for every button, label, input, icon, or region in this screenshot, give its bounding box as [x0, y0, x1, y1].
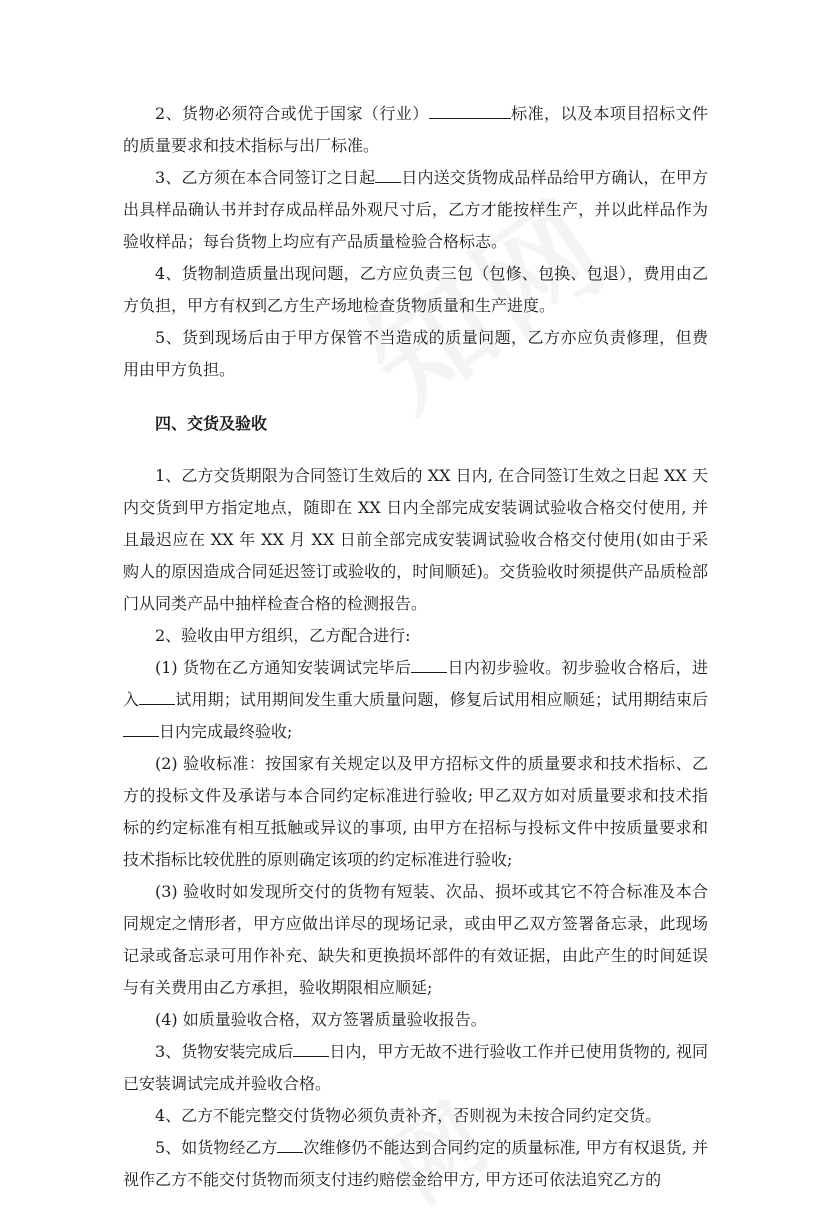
blank-field: [411, 654, 447, 673]
delivery-item-3: 3、货物安装完成后 日内，甲方无故不进行验收工作并已使用货物的, 视同已安装调试完成并验收合格。: [123, 1036, 708, 1100]
delivery-sub-4: (4) 如质量验收合格，双方签署质量验收报告。: [155, 1010, 487, 1029]
delivery-item-5: 5、如货物经乙方 次维修仍不能达到合同约定的质量标准, 甲方有权退货, 并视作乙方不能交付货物而须支付违约赔偿金给甲方, 甲方还可依法追究乙方的: [123, 1132, 708, 1196]
section-heading-delivery: 四、交货及验收: [155, 414, 268, 433]
delivery-sub-3: (3) 验收时如发现所交付的货物有短装、次品、损坏或其它不符合标准及本合同规定之情形者，甲方应做出详尽的现场记录，或由甲乙双方签署备忘录，此现场记录或备忘录可用作补充、缺失和更换损坏部件的有效证据，由此产生的时间延误与有关费用由乙方承担，验收期限相应顺延;: [123, 882, 708, 997]
delivery-item-4: 4、乙方不能完整交付货物必须负责补齐，否则视为未按合同约定交货。: [155, 1106, 662, 1125]
quality-item-4: 4、货物制造质量出现问题，乙方应负责三包（包修、包换、包退），费用由乙方负担，甲方有权到乙方生产场地检查货物质量和生产进度。: [123, 264, 708, 315]
quality-item-3: 3、乙方须在本合同签订之日起 日内送交货物成品样品给甲方确认，在甲方出具样品确认书并封存成品样品外观尺寸后，乙方才能按样生产，并以此样品作为验收样品；每台货物上均应有产品质量检验合格标志。: [123, 162, 708, 258]
blank-field: [277, 1134, 303, 1153]
blank-field: [375, 164, 401, 183]
quality-item-5: 5、货到现场后由于甲方保管不当造成的质量问题，乙方亦应负责修理，但费用由甲方负担。: [123, 328, 708, 379]
blank-field: [293, 1038, 329, 1057]
blank-field: [429, 100, 511, 119]
delivery-sub-1: (1) 货物在乙方通知安装调试完毕后 日内初步验收。初步验收合格后，进入 试用期；试用期间发生重大质量问题，修复后试用相应顺延；试用期结束后日内完成最终验收;: [123, 652, 708, 748]
document-body: [123, 98, 708, 1196]
quality-item-2: 2、货物必须符合或优于国家（行业） 标准，以及本项目招标文件的质量要求和技术指标与出厂标准。: [123, 98, 708, 162]
blank-field: [139, 686, 175, 705]
blank-field: [123, 718, 159, 737]
delivery-item-1: 1、乙方交货期限为合同签订生效后的 XX 日内, 在合同签订生效之日起 XX 天内交货到甲方指定地点，随即在 XX 日内全部完成安装调试验收合格交付使用, 并且最迟应在 XX 年 XX 月 XX 日前全部完成安装调试验收合格交付使用(如由于采购人的原因造成合同延迟签订或验收的，时间顺延)。交货验收时须提供产品质检部门从同类产品中抽样检查合格的检测报告。: [123, 466, 708, 613]
delivery-sub-2: (2) 验收标准：按国家有关规定以及甲方招标文件的质量要求和技术指标、乙方的投标文件及承诺与本合同约定标准进行验收; 甲乙双方如对质量要求和技术指标的约定标准有相互抵触或异议的事项, 由甲方在招标与投标文件中按质量要求和技术指标比较优胜的原则确定该项的约定标准进行验收;: [123, 754, 708, 869]
delivery-item-2: 2、验收由甲方组织，乙方配合进行:: [155, 626, 411, 645]
